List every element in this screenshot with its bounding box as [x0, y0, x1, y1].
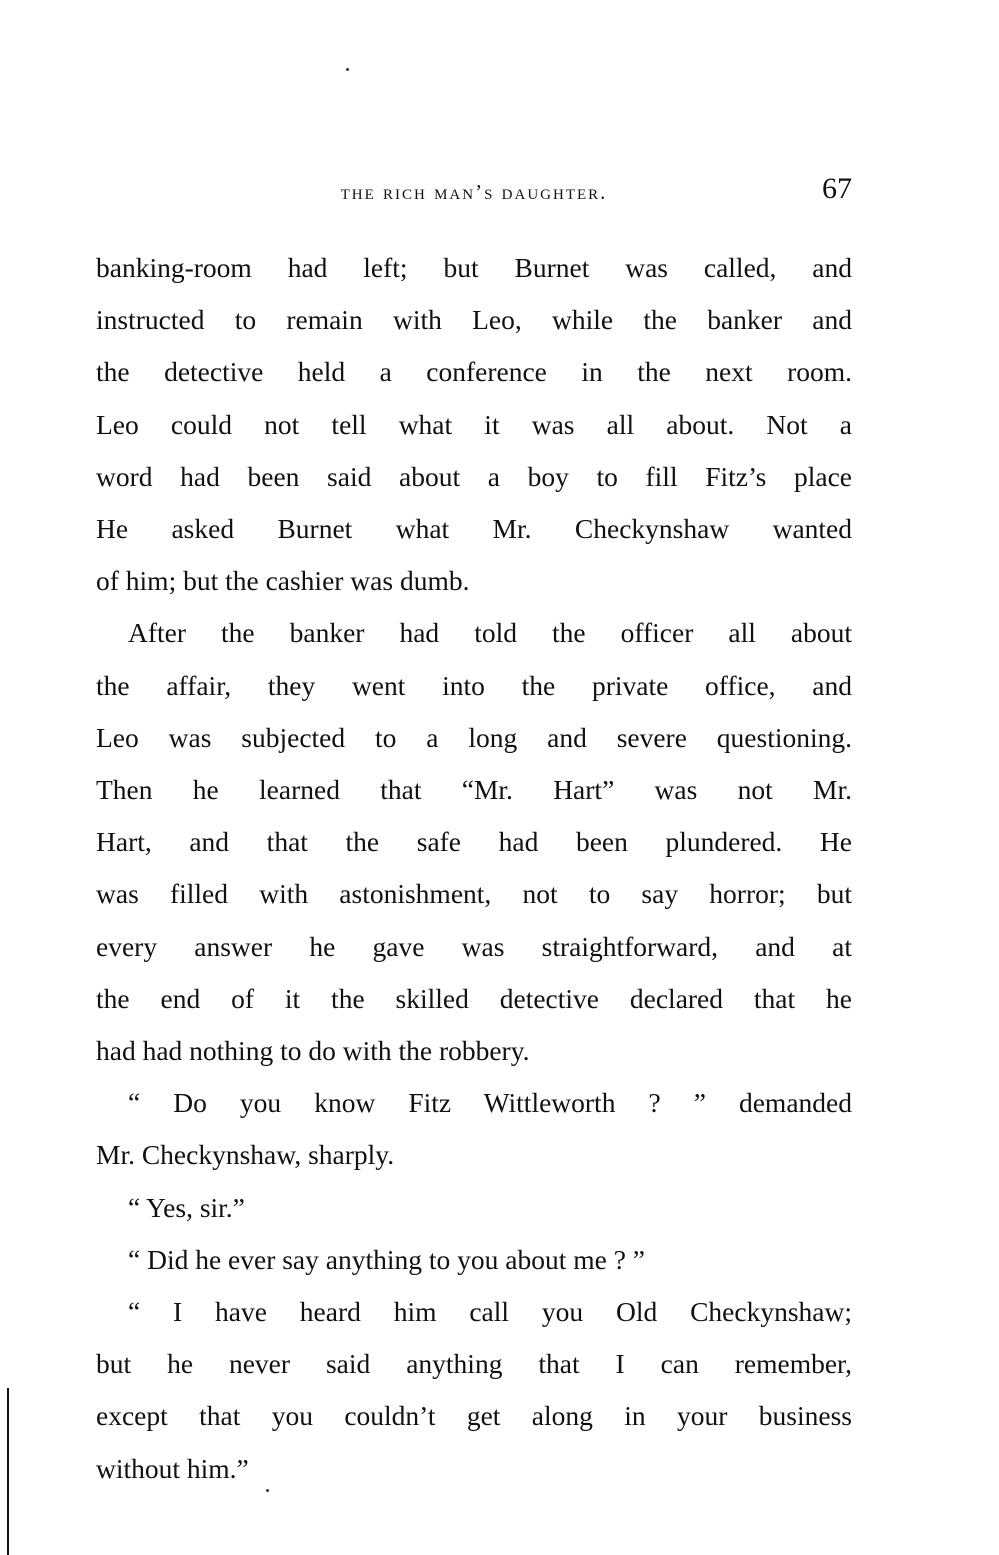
text-line: “ Yes, sir.” [128, 1191, 245, 1223]
text-line: Mr. Checkynshaw, sharply. [96, 1139, 395, 1171]
text-line: was filled with astonishment, not to say horror; but [96, 878, 852, 910]
paragraph [96, 1182, 852, 1234]
text-line: but he never said anything that I can remember, [96, 1348, 852, 1380]
text-line: except that you couldn’t get along in your business [96, 1400, 852, 1432]
page-number: 67 [822, 172, 852, 205]
paragraph-line [96, 399, 852, 451]
paragraph [96, 1077, 852, 1129]
text-line: Hart, and that the safe had been plundered. He [96, 826, 852, 858]
paragraph-line [96, 1338, 852, 1390]
paragraph-line [96, 973, 852, 1025]
paragraph [96, 1286, 852, 1338]
text-line: After the banker had told the officer all about [128, 617, 852, 649]
paragraph-line [96, 503, 852, 555]
paragraph-line [96, 1025, 852, 1077]
text-line: the end of it the skilled detective declared that he [96, 982, 852, 1014]
paragraph-line [96, 294, 852, 346]
text-line: the detective held a conference in the next room. [96, 356, 852, 388]
paragraph-line [96, 451, 852, 503]
text-line: had had nothing to do with the robbery. [96, 1035, 530, 1067]
scan-speck [266, 1489, 269, 1492]
text-line: “ I have heard him call you Old Checkynshaw; [128, 1296, 852, 1328]
text-line: every answer he gave was straightforward, and at [96, 930, 852, 962]
text-line: instructed to remain with Leo, while the banker and [96, 304, 852, 336]
text-line: He asked Burnet what Mr. Checkynshaw wanted [96, 513, 852, 545]
text-line: “ Do you know Fitz Wittleworth ? ” demanded [128, 1087, 852, 1119]
paragraph-line [96, 712, 852, 764]
text-line: the affair, they went into the private office, and [96, 669, 852, 701]
text-line: banking-room had left; but Burnet was called, and [96, 252, 852, 283]
body-text [96, 242, 852, 1495]
text-line: Leo was subjected to a long and severe questioning. [96, 721, 852, 753]
paragraph [96, 1234, 852, 1286]
paragraph-line [96, 346, 852, 398]
paragraph-line [96, 555, 852, 607]
paragraph-line [96, 816, 852, 868]
scan-edge-line [7, 1388, 9, 1555]
scan-speck [346, 68, 349, 71]
paragraph-line [96, 1129, 852, 1181]
paragraph-line [96, 921, 852, 973]
paragraph [96, 242, 852, 294]
running-title: the rich man’s daughter. [340, 180, 608, 204]
paragraph-line [96, 1443, 852, 1495]
paragraph-line [96, 1390, 852, 1442]
paragraph-line [96, 764, 852, 816]
paragraph-line [96, 660, 852, 712]
text-line: without him.” [96, 1452, 249, 1484]
text-line: of him; but the cashier was dumb. [96, 565, 470, 597]
text-line: “ Did he ever say anything to you about me ? ” [128, 1243, 645, 1275]
paragraph-line [96, 868, 852, 920]
text-line: Then he learned that “Mr. Hart” was not Mr. [96, 774, 852, 806]
text-line: Leo could not tell what it was all about. Not a [96, 408, 852, 440]
running-head [96, 172, 852, 212]
text-line: word had been said about a boy to fill Fitz’s place [96, 460, 852, 492]
paragraph [96, 607, 852, 659]
